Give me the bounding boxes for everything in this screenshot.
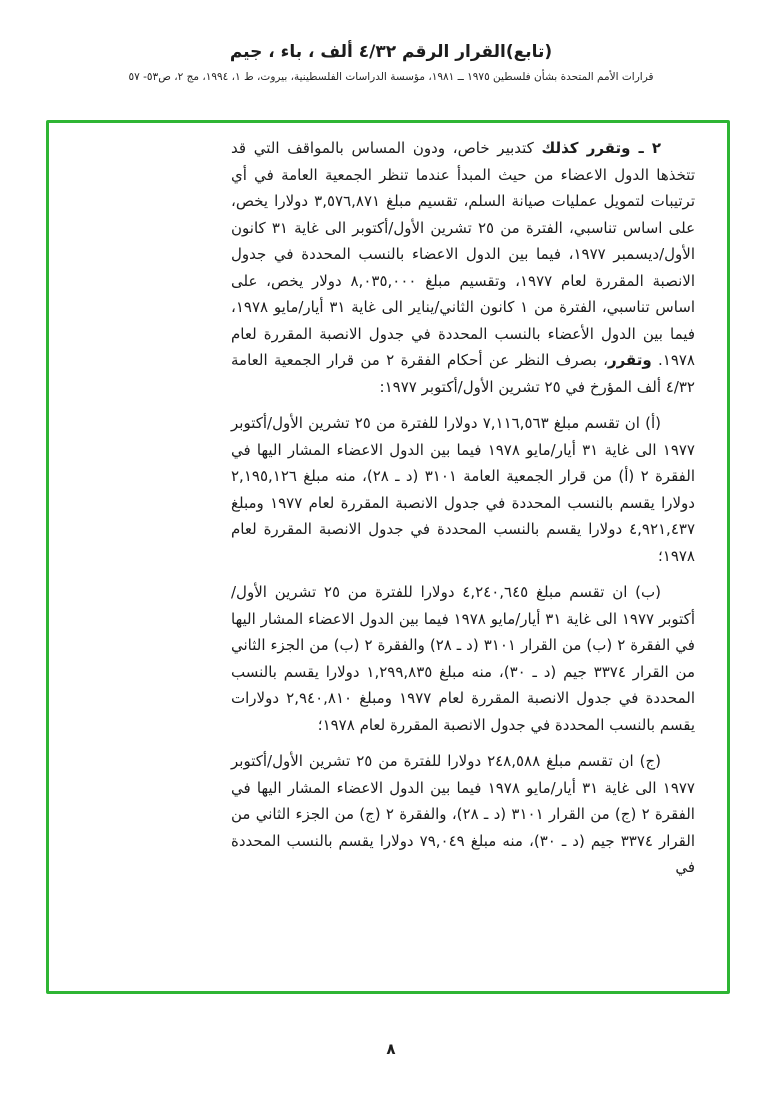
page-header <box>0 42 782 83</box>
page-number: ٨ <box>386 1040 396 1058</box>
intro-decide-word: وتقرر <box>607 351 652 369</box>
green-frame <box>46 120 730 994</box>
paragraph-intro <box>231 135 695 400</box>
intro-tail: ، بصرف النظر عن أحكام الفقرة ٢ من قرار الجمعية العامة ٤/٣٢ ألف المؤرخ في ٢٥ تشرين الأول/أكتوبر ١٩٧٧: <box>231 351 695 396</box>
source-citation: قرارات الأمم المتحدة بشأن فلسطين ١٩٧٥ ــ ١٩٨١، مؤسسة الدراسات الفلسطينية، بيروت، ط ١، ١٩٩٤، مج ٢، ص٥٣- ٥٧ <box>128 71 654 83</box>
intro-lead: ٢ ـ وتقرر كذلك <box>541 139 662 157</box>
paragraph-item-b: (ب) ان تقسم مبلغ ٤,٢٤٠,٦٤٥ دولارا للفترة من ٢٥ تشرين الأول/أكتوبر ١٩٧٧ الى غاية ٣١ أيار/مايو ١٩٧٨ فيما بين الدول الاعضاء المشار اليها في الفقرة ٢ (ب) من القرار ٣١٠١ (د ـ ٢٨) والفقرة ٢ (ب) من الجزء الثاني من القرار ٣٣٧٤ جيم (د ـ ٣٠)، منه مبلغ ١,٢٩٩,٨٣٥ دولارا يقسم بالنسب المحددة في جدول الانصبة المقررة لعام ١٩٧٧ ومبلغ ٢,٩٤٠,٨١٠ دولارات يقسم بالنسب المحددة في جدول الانصبة المقررة لعام ١٩٧٨؛ <box>231 583 696 734</box>
intro-mid: كتدبير خاص، ودون المساس بالمواقف التي قد تتخذها الدول الاعضاء من حيث المبدأ عندما تنظر الجمعية العامة في أي ترتيبات لتمويل عمليات صيانة السلم، تقسيم مبلغ ٣,٥٧٦,٨٧١ دولارا يخص، على اساس تناسبي، الفترة من ٢٥ تشرين الأول/أكتوبر الى غاية ٣١ كانون الأول/ديسمبر ١٩٧٧، فيما بين الدول الاعضاء بالنسب المحددة في جدول الانصبة المقررة لعام ١٩٧٧، وتقسيم مبلغ ٨,٠٣٥,٠٠٠ دولار يخص، على اساس تناسبي، الفترة من ١ كانون الثاني/يناير الى غاية ٣١ أيار/مايو ١٩٧٨، فيما بين الدول الأعضاء بالنسب المحددة في جدول الانصبة المقررة لعام ١٩٧٨. <box>231 139 696 369</box>
paragraph-item-c: (ج) ان تقسم مبلغ ٢٤٨,٥٨٨ دولارا للفترة من ٢٥ تشرين الأول/أكتوبر ١٩٧٧ الى غاية ٣١ أيار/مايو ١٩٧٨ فيما بين الدول الاعضاء المشار اليها في الفقرة ٢ (ج) من القرار ٣١٠١ (د ـ ٢٨)، والفقرة ٢ (ج) من الجزء الثاني من القرار ٣٣٧٤ جيم (د ـ ٣٠)، منه مبلغ ٧٩,٠٤٩ دولارا يقسم بالنسب المحددة في <box>231 752 696 876</box>
resolution-title: (تابع)القرار الرقم ٤/٣٢ ألف ، باء ، جيم <box>229 42 553 62</box>
paragraph-item-a: (أ) ان تقسم مبلغ ٧,١١٦,٥٦٣ دولارا للفترة من ٢٥ تشرين الأول/أكتوبر ١٩٧٧ الى غاية ٣١ أيار/مايو ١٩٧٨ فيما بين الدول الاعضاء المشار اليها في الفقرة ٢ (أ) من قرار الجمعية العامة ٣١٠١ (د ـ ٢٨)، منه مبلغ ٢,١٩٥,١٢٦ دولارا يقسم بالنسب المحددة في جدول الانصبة المقررة لعام ١٩٧٧ ومبلغ ٤,٩٢١,٤٣٧ دولارا يقسم بالنسب المحددة في جدول الانصبة المقررة لعام ١٩٧٨؛ <box>231 414 695 565</box>
body-text <box>231 135 695 891</box>
